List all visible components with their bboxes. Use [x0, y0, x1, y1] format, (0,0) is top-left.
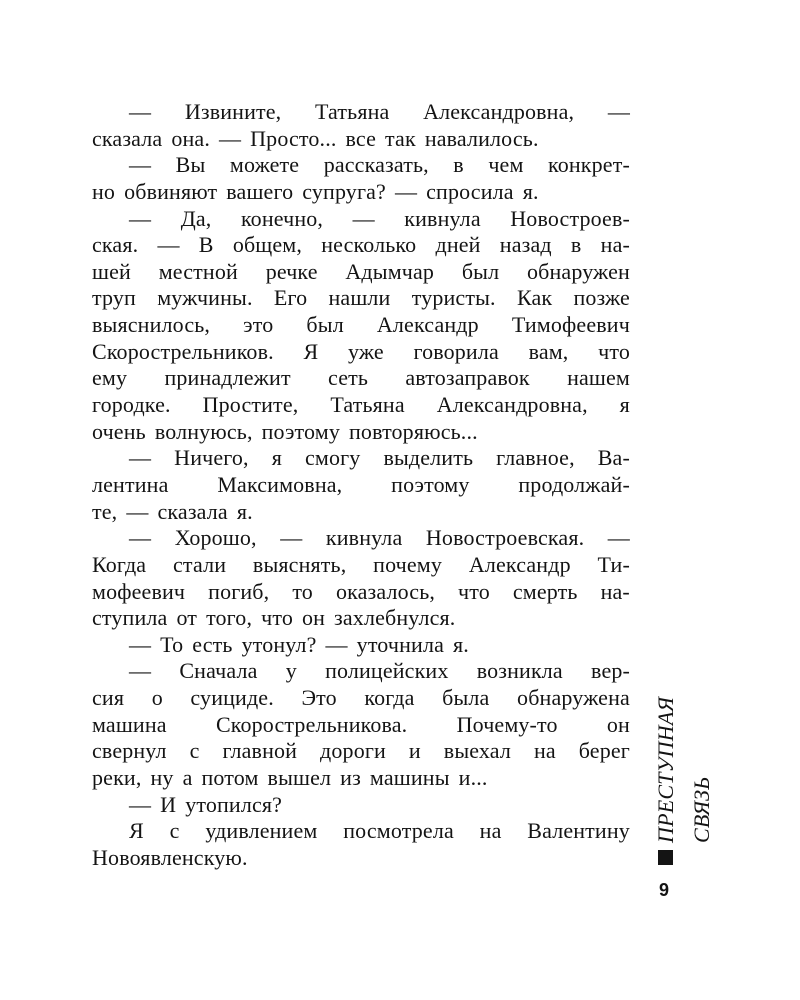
- body-text: [92, 99, 630, 872]
- text-line: выяснилось, это был Александр Тимофеевич: [92, 312, 630, 338]
- text-line: — Вы можете рассказать, в чем конкрет-: [129, 152, 630, 178]
- square-icon: [658, 850, 673, 865]
- text-line: сказала она. — Просто... все так навалилось.: [92, 125, 539, 151]
- text-line: — Да, конечно, — кивнула Новостроев-: [129, 205, 630, 231]
- text-line: шей местной речке Адымчар был обнаружен: [92, 258, 630, 284]
- text-line: — Извините, Татьяна Александровна, —: [129, 99, 630, 124]
- text-line: лентина Максимовна, поэтому продолжай-: [92, 471, 630, 497]
- text-line: реки, ну а потом вышел из машины и...: [92, 765, 488, 791]
- text-line: Скорострельников. Я уже говорила вам, что: [92, 338, 630, 364]
- page-number: 9: [658, 880, 669, 900]
- text-line: но обвиняют вашего супруга? — спросила я.: [92, 178, 539, 204]
- text-line: городке. Простите, Татьяна Александровна, я: [92, 392, 630, 418]
- text-line: — И утопился?: [129, 791, 283, 817]
- text-line: мофеевич погиб, то оказалось, что смерть на-: [92, 578, 630, 604]
- running-head: [648, 658, 714, 868]
- text-line: — Хорошо, — кивнула Новостроевская. —: [129, 525, 630, 551]
- text-line: Я с удивлением посмотрела на Валентину: [129, 818, 630, 844]
- text-line: Когда стали выяснять, почему Александр Ти-: [92, 551, 630, 577]
- text-line: ская. — В общем, несколько дней назад в на-: [92, 232, 630, 258]
- running-head-title: ПРЕСТУПНАЯ СВЯЗЬ: [653, 696, 714, 843]
- text-line: очень волнуюсь, поэтому повторяюсь...: [92, 418, 478, 444]
- text-line: ступила от того, что он захлебнулся.: [92, 605, 456, 631]
- text-line: — Сначала у полицейских возникла вер-: [129, 658, 630, 684]
- text-line: — То есть утонул? — уточнила я.: [129, 631, 469, 657]
- text-line: свернул с главной дороги и выехал на берег: [92, 738, 630, 764]
- text-line: — Ничего, я смогу выделить главное, Ва-: [129, 445, 630, 471]
- text-line: ему принадлежит сеть автозаправок нашем: [92, 365, 630, 391]
- text-line: Новоявленскую.: [92, 844, 248, 870]
- text-line: те, — сказала я.: [92, 498, 253, 524]
- text-line: труп мужчины. Его нашли туристы. Как позже: [92, 285, 630, 311]
- text-line: машина Скорострельникова. Почему-то он: [92, 711, 630, 737]
- text-line: сия о суициде. Это когда была обнаружена: [92, 685, 630, 711]
